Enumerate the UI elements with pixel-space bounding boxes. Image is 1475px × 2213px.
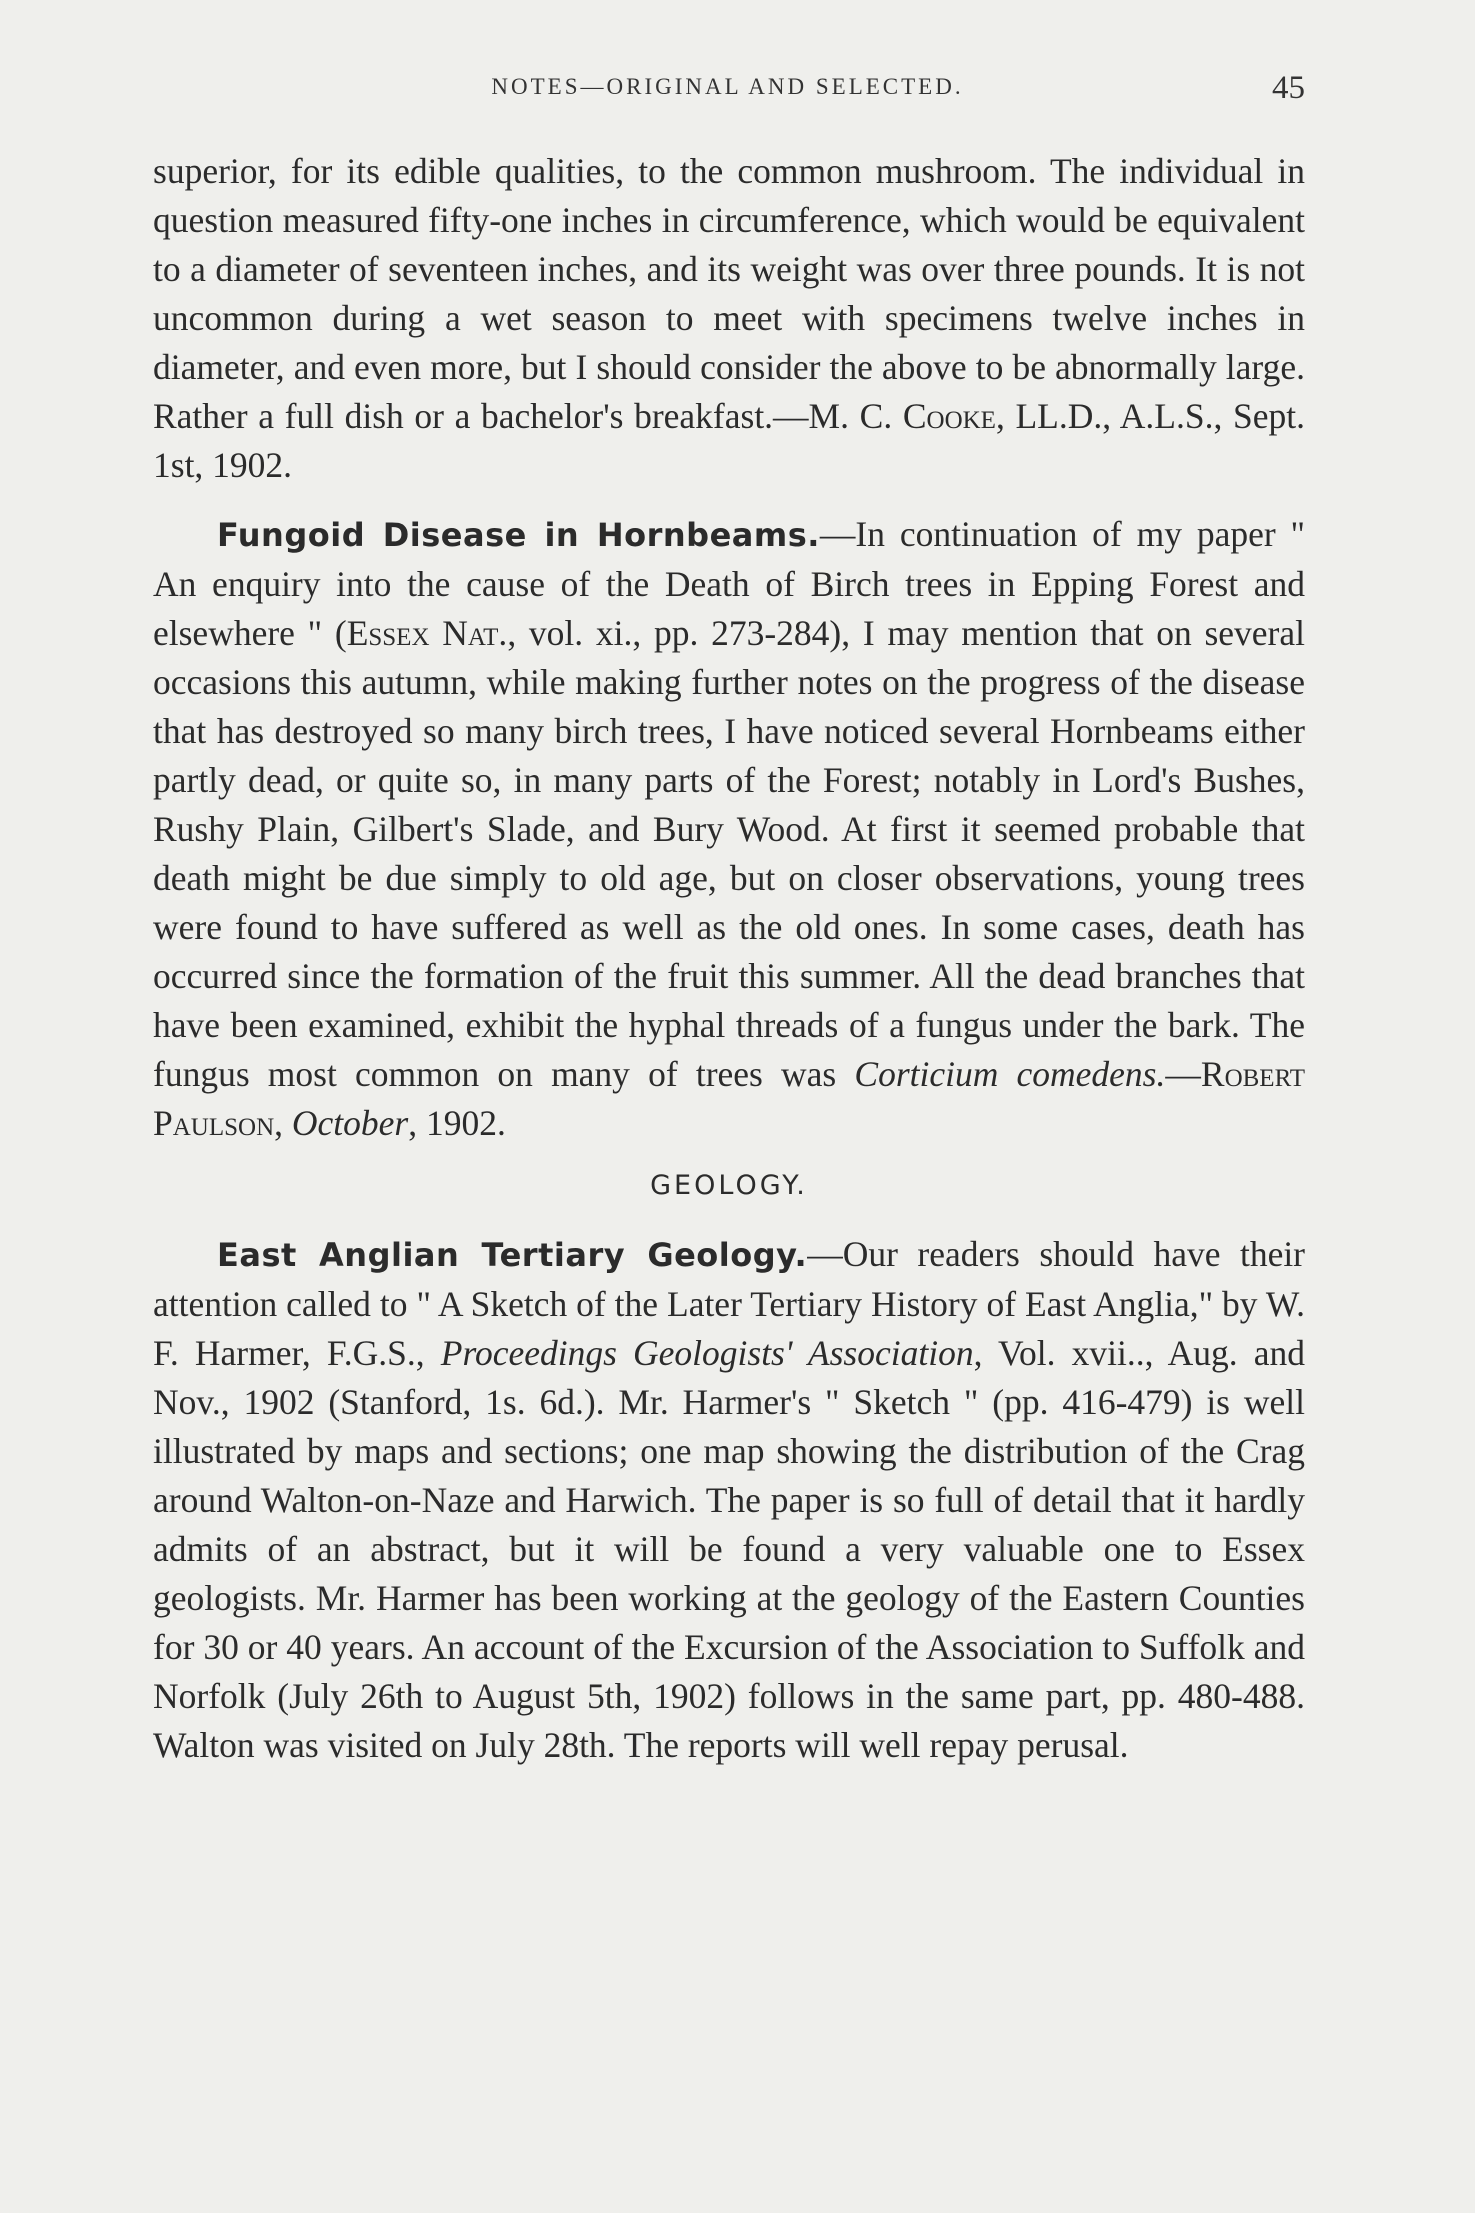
page-number: 45 [1272,70,1305,106]
paragraph-heading: Fungoid Disease in Hornbeams. [217,516,820,554]
paragraph-mushroom [153,147,1305,490]
paragraph-hornbeams [153,510,1305,1148]
paragraph-heading: East Anglian Tertiary Geology. [217,1236,808,1274]
journal-name: Essex Nat. [346,613,508,653]
dash: — [1165,1054,1201,1094]
paragraph-text: superior, for its edible qualities, to the common mushroom. The individual in question measured fifty-one inches in circumference, which would be equivalent to a diameter of seventeen inches, and its weight was over three pounds. It is not uncommon during a wet season to meet with specimens twelve inches in diameter, and even more, but I should consider the above to be abnormally large. Rather a full dish or a bachelor's breakfast.—M. C. [153,151,1305,436]
signature-year: , 1902. [408,1103,506,1143]
paragraph-geology [153,1230,1305,1770]
running-title: NOTES—ORIGINAL AND SELECTED. [491,74,964,99]
paragraph-text: , Vol. xvii.., Aug. and Nov., 1902 (Stanford, 1s. 6d.). Mr. Harmer's " Sketch " (pp. 416-479) is well illustrated by maps and sections; one map showing the distribution of the Crag around Walton-on-Naze and Harwich. The paper is so full of detail that it hardly admits of an abstract, but it will be found a very valuable one to Essex geologists. Mr. Harmer has been working at the geology of the Eastern Counties for 30 or 40 years. An account of the Excursion of the Association to Suffolk and Norfolk (July 26th to August 5th, 1902) follows in the same part, pp. 480-488. Walton was visited on July 28th. The reports will well repay perusal. [153,1333,1306,1765]
journal-name: Proceedings Geologists' Association [440,1333,974,1373]
signature-tail: , LL.D., A.L.S., Sept. 1st, 1902. [153,396,1305,485]
species-name: Corticium comedens. [854,1054,1166,1094]
running-head [150,70,1305,110]
author-name: Robert Paulson [153,1054,1306,1143]
paragraph-text: —Our readers should have their attention called to " A Sketch of the Later Tertiary History of East Anglia," by W. F. Harmer, F.G.S., [153,1234,1306,1373]
comma: , [274,1103,292,1143]
section-heading-geology: GEOLOGY. [650,1170,808,1201]
signature-month: October [291,1103,409,1143]
paragraph-text: —In continuation of my paper " An enquiry into the cause of the Death of Birch trees in Epping Forest and elsewhere " ( [153,514,1305,653]
body-text [153,147,1305,1770]
author-name: Cooke [902,396,996,436]
paragraph-text: , vol. xi., pp. 273-284), I may mention that on several occasions this autumn, while making further notes on the progress of the disease that has destroyed so many birch trees, I have noticed several Hornbeams either partly dead, or quite so, in many parts of the Forest; notably in Lord's Bushes, Rushy Plain, Gilbert's Slade, and Bury Wood. At first it seemed probable that death might be due simply to old age, but on closer observations, young trees were found to have suffered as well as the old ones. In some cases, death has occurred since the formation of the fruit this summer. All the dead branches that have been examined, exhibit the hyphal threads of a fungus under the bark. The fungus most common on many of trees was [153,613,1305,1094]
